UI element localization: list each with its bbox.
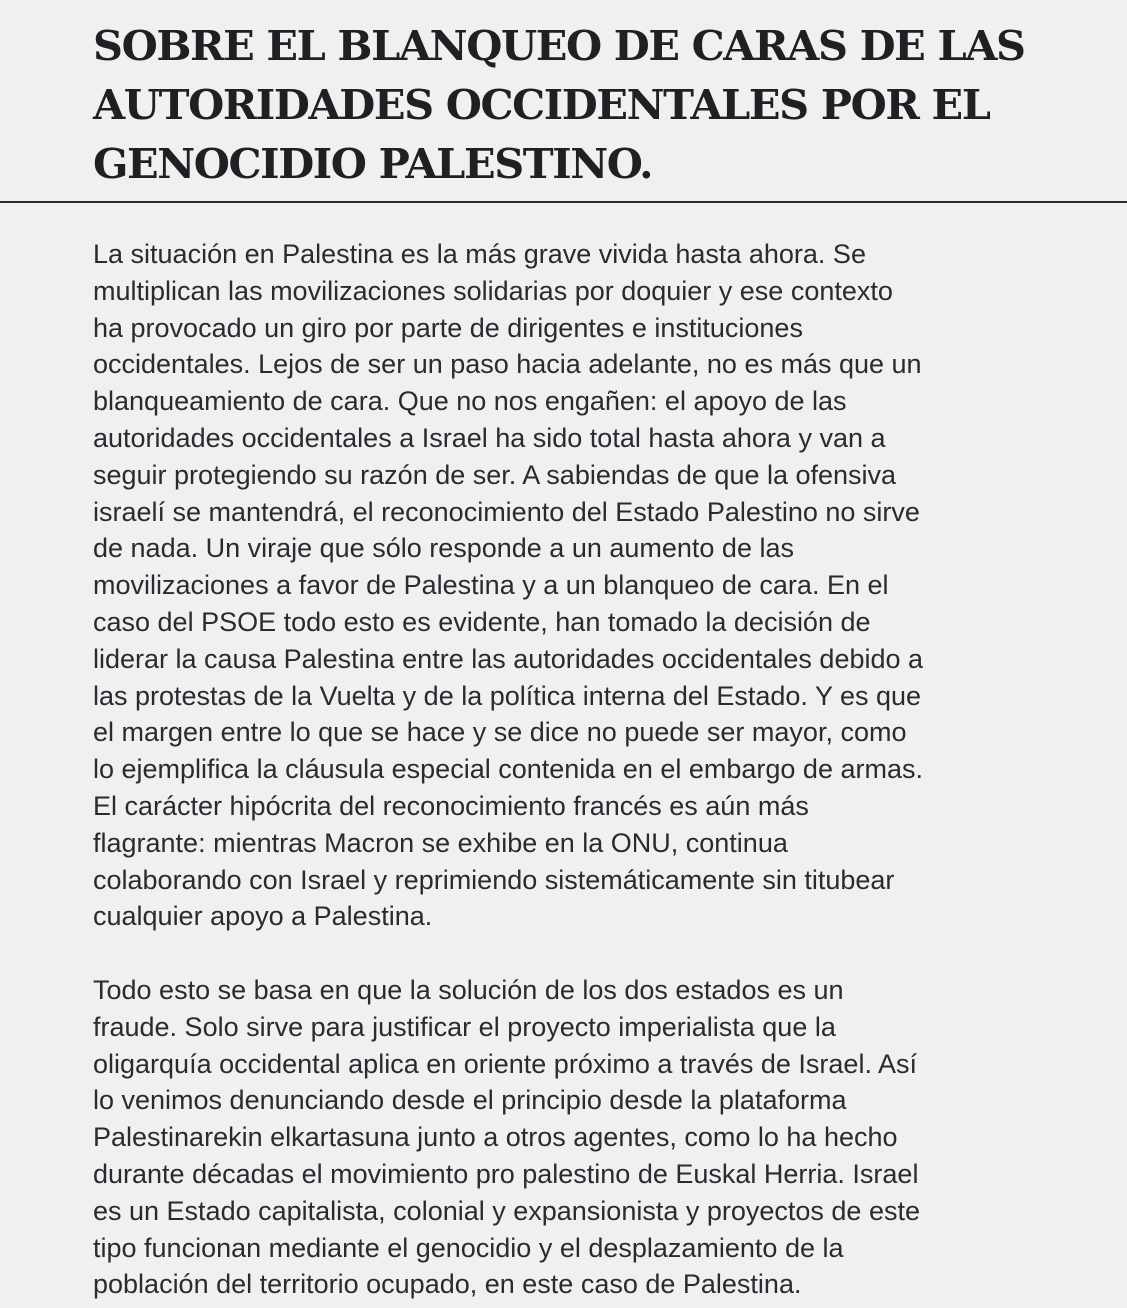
text-line: Palestinarekin elkartasuna junto a otros agentes, como lo ha hecho xyxy=(93,1122,898,1153)
text-line: israelí se mantendrá, el reconocimiento del Estado Palestino no sirve xyxy=(93,496,920,527)
title-line: SOBRE EL BLANQUEO DE CARAS DE LAS xyxy=(93,21,1025,70)
text-line: seguir protegiendo su razón de ser. A sabiendas de que la ofensiva xyxy=(93,459,897,490)
text-line: Todo esto se basa en que la solución de los dos estados es un xyxy=(93,974,844,1005)
title-divider xyxy=(0,201,1127,203)
text-line: población del territorio ocupado, en este caso de Palestina. xyxy=(93,1269,802,1300)
text-line: las protestas de la Vuelta y de la política interna del Estado. Y es que xyxy=(93,680,922,711)
text-line: tipo funcionan mediante el genocidio y el desplazamiento de la xyxy=(93,1232,844,1263)
text-line: durante décadas el movimiento pro palestino de Euskal Herria. Israel xyxy=(93,1158,919,1189)
text-line: oligarquía occidental aplica en oriente próximo a través de Israel. Así xyxy=(93,1048,917,1079)
text-line: lo ejemplifica la cláusula especial contenida en el embargo de armas. xyxy=(93,754,923,785)
article-body xyxy=(93,236,1103,1303)
text-line: es un Estado capitalista, colonial y expansionista y proyectos de este xyxy=(93,1195,920,1226)
text-line: lo venimos denunciando desde el principio desde la plataforma xyxy=(93,1085,847,1116)
text-line: colaborando con Israel y reprimiendo sistemáticamente sin titubear xyxy=(93,864,895,895)
text-line: flagrante: mientras Macron se exhibe en la ONU, continua xyxy=(93,827,788,858)
text-line: fraude. Solo sirve para justificar el proyecto imperialista que la xyxy=(93,1011,836,1042)
text-line: el margen entre lo que se hace y se dice no puede ser mayor, como xyxy=(93,717,907,748)
text-line: de nada. Un viraje que sólo responde a un aumento de las xyxy=(93,533,794,564)
paragraph-1 xyxy=(93,236,1103,935)
text-line: autoridades occidentales a Israel ha sido total hasta ahora y van a xyxy=(93,422,886,453)
text-line: occidentales. Lejos de ser un paso hacia adelante, no es más que un xyxy=(93,349,922,380)
text-line: caso del PSOE todo esto es evidente, han tomado la decisión de xyxy=(93,606,871,637)
text-line: movilizaciones a favor de Palestina y a un blanqueo de cara. En el xyxy=(93,570,889,601)
text-line: ha provocado un giro por parte de dirigentes e instituciones xyxy=(93,312,803,343)
title-line: GENOCIDIO PALESTINO. xyxy=(93,139,653,188)
text-line: La situación en Palestina es la más grave vivida hasta ahora. Se xyxy=(93,239,866,269)
paragraph-2 xyxy=(93,972,1103,1303)
article-title xyxy=(93,16,1093,193)
title-line: AUTORIDADES OCCIDENTALES POR EL xyxy=(93,80,990,129)
text-line: El carácter hipócrita del reconocimiento francés es aún más xyxy=(93,790,809,821)
text-line: blanqueamiento de cara. Que no nos engañen: el apoyo de las xyxy=(93,386,847,417)
text-line: liderar la causa Palestina entre las autoridades occidentales debido a xyxy=(93,643,924,674)
text-line: cualquier apoyo a Palestina. xyxy=(93,901,433,932)
text-line: multiplican las movilizaciones solidarias por doquier y ese contexto xyxy=(93,275,893,306)
